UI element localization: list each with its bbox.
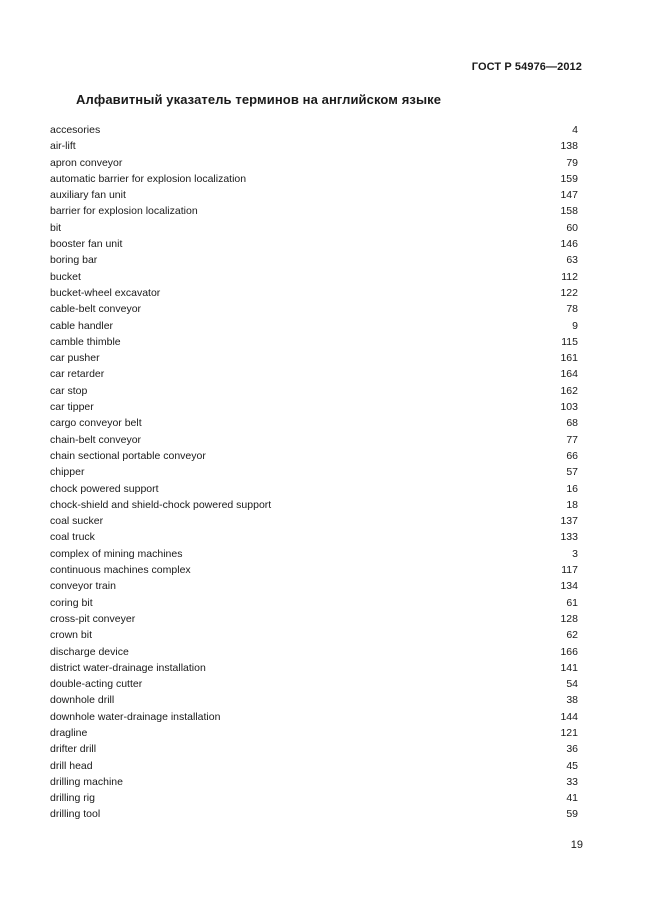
index-page-ref: 161: [560, 352, 578, 365]
index-entry: [50, 660, 578, 676]
index-entry: [50, 285, 578, 301]
index-entry: [50, 676, 578, 692]
index-entry: [50, 806, 578, 822]
index-page-ref: 63: [566, 254, 578, 267]
index-entry: [50, 774, 578, 790]
index-page-ref: 159: [560, 172, 578, 185]
index-term: complex of mining machines: [50, 547, 183, 560]
index-term: coring bit: [50, 596, 93, 609]
index-entry: [50, 138, 578, 154]
index-page-ref: 78: [566, 303, 578, 316]
index-entry: [50, 334, 578, 350]
index-entry: [50, 448, 578, 464]
index-term: coal truck: [50, 531, 95, 544]
index-term: chain-belt conveyor: [50, 433, 142, 446]
index-term: cable handler: [50, 319, 114, 332]
index-entry: [50, 546, 578, 562]
index-page-ref: 162: [560, 384, 578, 397]
index-entry: [50, 220, 578, 236]
index-term: auxiliary fan unit: [50, 189, 126, 202]
index-term: car pusher: [50, 352, 100, 365]
index-page-ref: 166: [560, 645, 578, 658]
index-entry: [50, 187, 578, 203]
index-entry: [50, 203, 578, 219]
index-page-ref: 137: [560, 515, 578, 528]
index-entry: [50, 464, 578, 480]
index-term: cable-belt conveyor: [50, 303, 142, 316]
index-page-ref: 158: [560, 205, 578, 218]
index-page-ref: 122: [560, 286, 578, 299]
index-term: double-acting cutter: [50, 678, 143, 691]
index-page-ref: 3: [572, 547, 578, 560]
index-entry: [50, 415, 578, 431]
index-page-ref: 103: [560, 401, 578, 414]
index-term: discharge device: [50, 645, 129, 658]
index-entry: [50, 318, 578, 334]
page-number: 19: [570, 839, 583, 851]
index-page-ref: 115: [561, 335, 578, 348]
index-term: air-lift: [50, 140, 76, 153]
index-entry: [50, 644, 578, 660]
term-index-list: [50, 122, 578, 823]
index-page-ref: 9: [572, 319, 578, 332]
index-page-ref: 38: [566, 694, 578, 707]
index-page-ref: 79: [566, 156, 578, 169]
index-term: cargo conveyor belt: [50, 417, 142, 430]
index-page-ref: 146: [560, 238, 578, 251]
index-term: apron conveyor: [50, 156, 123, 169]
index-page-ref: 33: [566, 775, 578, 788]
index-page-ref: 117: [561, 564, 578, 577]
index-entry: [50, 236, 578, 252]
index-entry: [50, 578, 578, 594]
index-term: boring bar: [50, 254, 98, 267]
index-term: car retarder: [50, 368, 105, 381]
index-term: bucket: [50, 270, 81, 283]
index-page-ref: 61: [566, 596, 578, 609]
index-term: chipper: [50, 466, 85, 479]
index-term: downhole drill: [50, 694, 115, 707]
index-entry: [50, 709, 578, 725]
index-term: accesories: [50, 124, 101, 136]
index-entry: [50, 741, 578, 757]
index-entry: [50, 269, 578, 285]
index-entry: [50, 562, 578, 578]
index-page-ref: 68: [566, 417, 578, 430]
index-term: continuous machines complex: [50, 564, 191, 577]
index-entry: [50, 513, 578, 529]
index-entry: [50, 595, 578, 611]
index-page-ref: 60: [566, 221, 578, 234]
index-term: drilling tool: [50, 808, 101, 821]
index-entry: [50, 350, 578, 366]
index-term: crown bit: [50, 629, 93, 642]
index-term: camble thimble: [50, 335, 121, 348]
index-term: automatic barrier for explosion localization: [50, 172, 247, 185]
index-page-ref: 36: [566, 743, 578, 756]
index-entry: [50, 399, 578, 415]
index-page-ref: 16: [566, 482, 578, 495]
index-term: booster fan unit: [50, 238, 123, 251]
index-term: barrier for explosion localization: [50, 205, 198, 218]
index-entry: [50, 611, 578, 627]
index-page-ref: 134: [560, 580, 578, 593]
page-title: Алфавитный указатель терминов на английском языке: [76, 92, 442, 107]
index-term: car tipper: [50, 401, 94, 414]
index-page-ref: 77: [566, 433, 578, 446]
index-page-ref: 45: [566, 759, 578, 772]
index-term: drill head: [50, 759, 93, 772]
index-term: chock powered support: [50, 482, 159, 495]
index-page-ref: 112: [561, 270, 578, 283]
index-term: downhole water-drainage installation: [50, 710, 221, 723]
index-page-ref: 62: [566, 629, 578, 642]
index-term: bucket-wheel excavator: [50, 286, 161, 299]
index-entry: [50, 301, 578, 317]
index-term: drilling rig: [50, 792, 95, 805]
index-page-ref: 164: [560, 368, 578, 381]
index-entry: [50, 383, 578, 399]
index-term: cross-pit conveyer: [50, 612, 136, 625]
index-page-ref: 18: [566, 498, 578, 511]
index-entry: [50, 171, 578, 187]
index-page-ref: 147: [560, 189, 578, 202]
index-entry: [50, 122, 578, 138]
index-term: chain sectional portable conveyor: [50, 449, 206, 462]
index-entry: [50, 627, 578, 643]
index-entry: [50, 366, 578, 382]
index-page-ref: 128: [560, 612, 578, 625]
index-page-ref: 121: [560, 726, 578, 739]
index-page-ref: 141: [560, 661, 578, 674]
index-term: drilling machine: [50, 775, 123, 788]
index-page-ref: 41: [566, 792, 578, 805]
index-entry: [50, 725, 578, 741]
index-term: district water-drainage installation: [50, 661, 206, 674]
index-term: bit: [50, 221, 62, 234]
index-entry: [50, 481, 578, 497]
index-entry: [50, 758, 578, 774]
index-page-ref: 144: [560, 710, 578, 723]
index-term: drifter drill: [50, 743, 97, 756]
index-entry: [50, 529, 578, 545]
index-page-ref: 57: [566, 466, 578, 479]
index-term: conveyor train: [50, 580, 116, 593]
index-term: dragline: [50, 726, 88, 739]
index-entry: [50, 790, 578, 806]
index-entry: [50, 692, 578, 708]
index-term: coal sucker: [50, 515, 104, 528]
index-page-ref: 138: [560, 140, 578, 153]
index-page-ref: 4: [572, 124, 578, 136]
index-entry: [50, 252, 578, 268]
index-page-ref: 59: [566, 808, 578, 821]
index-entry: [50, 432, 578, 448]
index-term: chock-shield and shield-chock powered support: [50, 498, 272, 511]
index-page-ref: 133: [560, 531, 578, 544]
index-term: car stop: [50, 384, 88, 397]
index-entry: [50, 497, 578, 513]
document-code: ГОСТ Р 54976—2012: [471, 61, 582, 73]
index-entry: [50, 155, 578, 171]
index-page-ref: 66: [566, 449, 578, 462]
index-page-ref: 54: [566, 678, 578, 691]
